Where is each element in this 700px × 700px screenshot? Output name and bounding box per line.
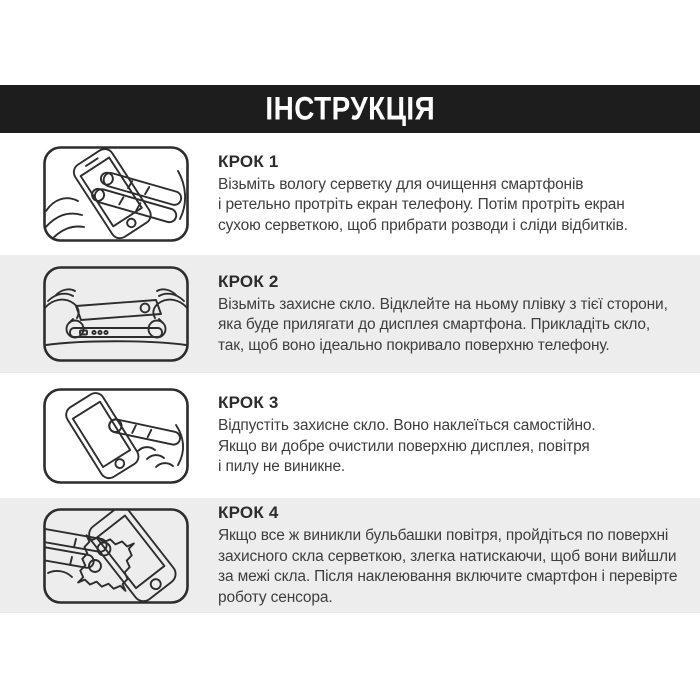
step-2-illustration [42,265,190,363]
remove-bubbles-icon [42,507,190,605]
step-3-line-2: Якщо ви добре очистили поверхню дисплея, повітря [218,437,590,455]
step-3-line-3: і пилу не виникне. [218,458,346,476]
step-2-line-1: Візьміть захисне скло. Відклейте на ньому плівку з тієї сторони, [218,295,668,313]
step-4-illustration [42,507,190,605]
step-1-text [218,152,628,237]
step-2-section [0,255,700,373]
step-1-section [0,133,700,255]
step-4-section [0,498,700,613]
step-4-line-1: Якщо все ж виникли бульбашки повітря, пройдіться по поверхні [218,527,669,544]
step-1-illustration [42,145,190,243]
step-2-line-3: так, щоб воно ідеально покривало поверхню телефону. [218,336,610,354]
step-1-line-3: сухою серветкою, щоб прибрати розводи і сліди відбитків. [218,216,628,234]
top-margin [0,0,700,85]
step-1-heading: КРОК 1 [218,151,279,171]
step-2-text [218,272,668,357]
step-4-line-2: захисного скла серветкою, злегка натискаючи, щоб вони вийшли [218,547,677,565]
step-4-heading: КРОК 4 [218,503,279,522]
step-3-text [218,393,596,478]
step-4-line-4: роботу сенсора. [218,588,333,606]
step-3-section [0,373,700,498]
apply-glass-icon [42,265,190,363]
title-band [0,85,700,133]
step-1-line-2: і ретельно протріть екран телефону. Потім протріть екран [218,196,625,214]
page-title: ІНСТРУКЦІЯ [265,89,435,128]
step-3-heading: КРОК 3 [218,393,279,413]
step-2-heading: КРОК 2 [218,271,279,291]
wipe-phone-clean-icon [42,145,190,243]
step-2-line-2: яка буде прилягати до дисплея смартфона. Прикладіть скло, [218,316,651,334]
step-4-text [218,503,677,608]
press-glass-icon [42,387,190,485]
step-1-line-1: Візьміть вологу серветку для очищення смартфонів [218,175,584,193]
step-3-line-1: Відпустіть захисне скло. Воно наклеїться самостійно. [218,417,596,435]
step-3-illustration [42,387,190,485]
step-4-line-3: за межі скла. Після наклеювання включите смартфон і перевірте [218,568,678,585]
